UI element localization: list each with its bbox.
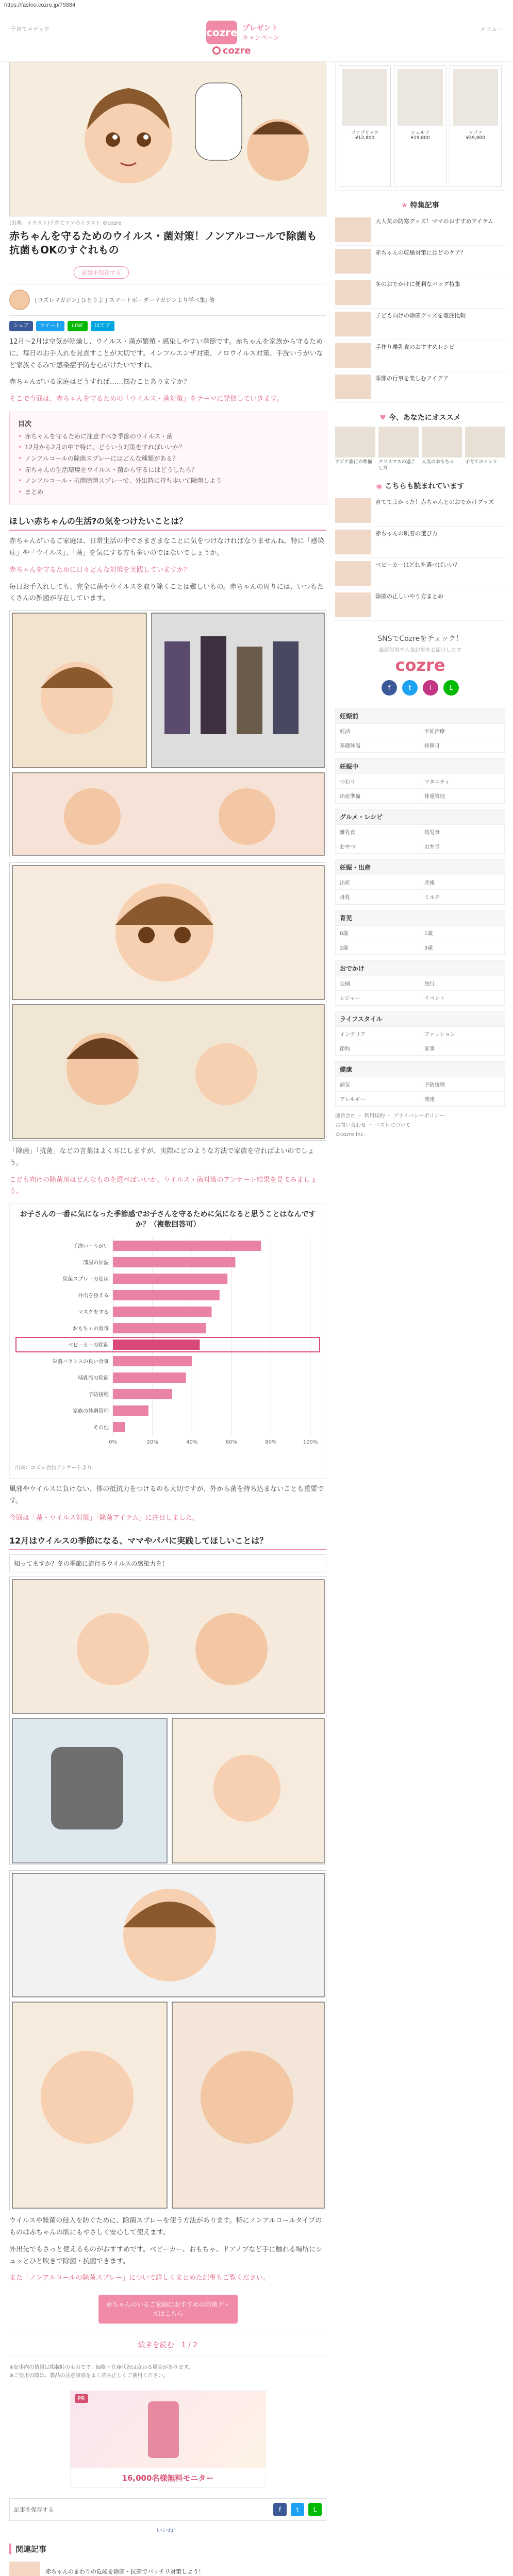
category-link[interactable]: 家事 [420, 1041, 505, 1056]
heart-icon: ♥ [379, 414, 386, 422]
menu-button[interactable]: メニュー [480, 26, 503, 32]
sidebar-ad-text: ソファ ¥39,800 [466, 130, 485, 141]
logo-brand [212, 45, 251, 56]
feature-thumb [335, 375, 371, 399]
survey-chart [9, 1203, 326, 1479]
popular-thumb [335, 561, 371, 586]
category-block [335, 758, 505, 804]
section-2-after-1: 風邪やウイルスに負けない、体の抵抗力をつけるのも大切ですが、外から菌を持ち込まないことも重要です。 [9, 1485, 324, 1505]
twitter-icon[interactable]: t [402, 680, 418, 696]
bar [113, 1323, 206, 1333]
x-tick-label: 100% [303, 1439, 318, 1446]
popular-text: 赤ちゃんの肌着の選び方 [375, 530, 438, 537]
feature-item[interactable] [335, 340, 505, 371]
manga-panel-3 [9, 862, 326, 1141]
section-3-subheading: 知ってますか？冬の季節に流行るウイルスの感染力を！ [9, 1554, 326, 1572]
toc-item[interactable]: • 赤ちゃんの生活環境をウイルス・菌から守るにはどうしたら？ [18, 465, 318, 476]
category-label: 除菌スプレーの使用 [62, 1277, 109, 1283]
feature-item[interactable] [335, 371, 505, 403]
category-label: その他 [93, 1425, 109, 1431]
related-articles-title: 関連記事 [9, 2544, 326, 2554]
sidebar [335, 62, 505, 1140]
logo-title: プレゼント [242, 24, 278, 32]
site-header [0, 11, 513, 62]
intro-paragraph-2: 赤ちゃんがいる家庭はどうすれば……悩むことありますか？ [9, 378, 191, 386]
chart-title: お子さんの一番に気になった季節感でお子さんを守るために気になると思うことはなんですか？（複数回答可） [20, 1210, 316, 1229]
category-link[interactable]: お弁当 [420, 839, 505, 854]
sns-box [335, 633, 505, 696]
table-of-contents [9, 412, 326, 505]
facebook-icon[interactable]: f [273, 2503, 287, 2516]
instagram-icon[interactable]: i [423, 680, 438, 696]
category-link[interactable]: 幼児食 [420, 825, 505, 839]
sns-subtitle: 最新記事や人気記事をお届けします [379, 648, 461, 654]
bar [113, 1389, 172, 1399]
url-bar: https://fasfoo.cozre.jp/79884 [4, 2, 76, 8]
author-avatar[interactable] [9, 290, 30, 310]
category-block [335, 708, 505, 753]
toc-title: 目次 [18, 420, 32, 428]
category-link[interactable]: おやつ [336, 839, 420, 854]
category-block [335, 960, 505, 1006]
category-label: 予防接種 [88, 1392, 109, 1398]
feature-thumb [335, 343, 371, 368]
section-1-paragraph-3: 毎日お手入れしても、完全に菌やウイルスを取り除くことは難しいもの。赤ちゃんの周りには、いつもたくさんの雑菌が存在しています。 [9, 583, 324, 603]
x-tick-label: 40% [186, 1439, 198, 1446]
logo-brand-text: cozre [223, 45, 251, 56]
bar [113, 1241, 261, 1251]
category-link[interactable]: 出産準備 [336, 789, 420, 803]
category-label: 手洗い・うがい [73, 1244, 109, 1250]
manga-illustration-3 [10, 863, 326, 1141]
recommend-item[interactable]: アジア旅行の準備 [335, 427, 375, 471]
product-image [148, 2401, 179, 2458]
bar [113, 1290, 220, 1300]
category-label: ベビーカーの除菌 [68, 1343, 109, 1349]
feature-text: 冬のおでかけに便利なバッグ特集 [375, 281, 460, 287]
manga-panel-1 [9, 62, 326, 216]
feature-text: 赤ちゃんの乾燥対策にはどのケア？ [375, 249, 466, 256]
category-link[interactable]: ミルク [420, 890, 505, 904]
chart-note: 出典：コズレ会員アンケートより [15, 1465, 92, 1471]
manga-panel-4 [9, 1577, 326, 1865]
category-heading[interactable]: 妊娠・出産 [336, 860, 505, 875]
save-article-button[interactable]: 記事を保存する [74, 266, 129, 279]
popular-item[interactable] [335, 495, 505, 527]
category-label: 部屋の加湿 [83, 1260, 109, 1266]
feature-text: 手作り離乳食のおすすめレシピ [375, 344, 455, 350]
related-article-item[interactable] [9, 2558, 326, 2576]
category-link[interactable]: 節約 [336, 1041, 420, 1056]
category-heading[interactable]: 健康 [336, 1062, 505, 1077]
bar [113, 1356, 192, 1366]
manga-illustration-4 [10, 1577, 326, 1865]
category-link[interactable]: つわり [336, 774, 420, 789]
category-link[interactable]: 基礎体温 [336, 738, 420, 753]
bar-chart [15, 1232, 321, 1459]
cta-button[interactable]: 赤ちゃんのいるご家庭におすすめの除菌グッズはこちら [98, 2295, 238, 2324]
bar [113, 1340, 200, 1350]
section-3-paragraph-2: 外出先でもさっと使えるものがおすすめです。ベビーカー、おもちゃ、ドアノブなど手に触れる場所にシュッとひと吹きで除菌・抗菌できます。 [9, 2245, 323, 2265]
footer-link[interactable]: 利用規約 [364, 1113, 385, 1120]
category-link[interactable]: 病気 [336, 1077, 420, 1092]
category-label: おもちゃの消毒 [73, 1326, 109, 1332]
category-link[interactable]: 離乳食 [336, 825, 420, 839]
category-link[interactable]: 公園 [336, 976, 420, 991]
sidebar-ad-text: ファブリック ¥12,800 [351, 130, 379, 141]
category-label: 外出を控える [78, 1293, 109, 1299]
popular-text: 除菌の正しいやり方まとめ [375, 593, 443, 600]
category-link[interactable]: 妊活 [336, 724, 420, 738]
category-label: 家族の体調管理 [73, 1409, 109, 1415]
popular-thumb [335, 498, 371, 523]
eye-icon: ◉ [376, 482, 383, 491]
save-article-label[interactable]: 記事を保存する [14, 2506, 54, 2514]
feature-heading: ★ 特集記事 [401, 201, 439, 210]
category-link[interactable]: 発達 [420, 1092, 505, 1106]
section-3-paragraph-3: また「ノンアルコールの除菌スプレー」について詳しくまとめた記事もご覧ください。 [9, 2274, 270, 2282]
image-caption: (出典：イラスト)子育てママのイラスト ©cozre [9, 221, 122, 226]
x-tick-label: 0% [109, 1439, 117, 1446]
pagination[interactable]: 続きを読む 1 / 2 [9, 2334, 326, 2355]
category-heading[interactable]: 育児 [336, 910, 505, 926]
category-link[interactable]: 予防接種 [420, 1077, 505, 1092]
popular-heading: ◉ こちらも読まれています [376, 482, 465, 491]
logo-subtitle: キャンペーン [242, 34, 279, 41]
author-info[interactable]: [コズレマガジン] ひとりよ | スマートボーダーマガジンより学べ集| 他 [35, 297, 215, 303]
category-link[interactable]: 旅行 [420, 976, 505, 991]
facebook-icon[interactable]: f [382, 680, 397, 696]
category-block [335, 809, 505, 854]
ad-image [71, 2391, 266, 2468]
twitter-icon[interactable]: t [291, 2503, 304, 2516]
related-article-thumb [9, 2562, 40, 2576]
category-heading[interactable]: ライフスタイル [336, 1011, 505, 1027]
section-heading-3: 12月はウイルスの季節になる、ママやパパに実践してほしいことは？ [9, 1531, 326, 1550]
popular-thumb [335, 530, 371, 554]
bar [113, 1274, 227, 1284]
toc-item[interactable]: • ノンアルコール・抗菌除菌スプレーで、外出時に持ち歩いて除菌しよう [18, 476, 318, 487]
toc-item[interactable]: • ノンアルコールの除菌スプレーにはどんな種類がある？ [18, 453, 318, 465]
header-left-label: 子育てメディア [10, 26, 50, 32]
category-link[interactable]: 1歳 [420, 926, 505, 940]
toc-item[interactable]: • 赤ちゃんを守るために注意すべき季節のウイルス・菌 [18, 431, 318, 443]
bar [113, 1307, 212, 1317]
feature-item[interactable] [335, 277, 505, 309]
copyright: ©cozre Inc. [335, 1132, 366, 1138]
popular-item[interactable] [335, 558, 505, 589]
feature-thumb [335, 312, 371, 336]
category-heading[interactable]: 妊娠中 [336, 759, 505, 774]
footer-link[interactable]: プライバシーポリシー [393, 1113, 445, 1120]
popular-text: ベビーカーはどれを選べばいい？ [375, 562, 460, 569]
category-link[interactable]: 不妊治療 [420, 724, 505, 738]
bar [113, 1257, 235, 1267]
like-button[interactable]: いいね！ [156, 2527, 179, 2534]
related-article-text: 赤ちゃんのまわりの危険を除菌・抗菌でバッチリ対策しよう！ [45, 2568, 204, 2575]
feature-text: 季節の行事を楽しむアイデア [375, 375, 449, 382]
recommend-heading: ♥ 今、あなたにオススメ [379, 414, 461, 422]
category-block [335, 859, 505, 905]
popular-text: 育ててよかった！赤ちゃんとのおでかけグッズ [375, 499, 494, 506]
sidebar-ad-card[interactable] [339, 65, 391, 187]
social-follow-bar [9, 2498, 326, 2521]
category-link[interactable]: 3歳 [420, 940, 505, 955]
bar [113, 1372, 186, 1383]
twitter-share-button[interactable]: ツイート [36, 321, 65, 331]
manga-illustration-5 [10, 1871, 326, 2210]
category-heading[interactable]: グルメ・レシピ [336, 809, 505, 825]
feature-text: 大人気の防寒グッズ！ママのおすすめアイテム [375, 218, 494, 225]
manga-illustration-2 [10, 611, 326, 857]
manga-panel-2 [9, 610, 326, 857]
manga-panel-5 [9, 1870, 326, 2210]
category-heading[interactable]: おでかけ [336, 961, 505, 976]
facebook-share-button[interactable]: シェア [9, 321, 33, 331]
manga-illustration-1 [10, 62, 326, 216]
ad-banner[interactable] [70, 2391, 266, 2488]
line-icon[interactable]: L [443, 680, 459, 696]
category-label: 哺乳瓶の除菌 [78, 1376, 109, 1382]
bar [113, 1405, 148, 1416]
category-block [335, 1011, 505, 1056]
line-share-button[interactable]: LINE [68, 321, 87, 331]
category-link[interactable]: アレルギー [336, 1092, 420, 1106]
feature-item[interactable] [335, 214, 505, 246]
section-2-after-2: 今回は「菌・ウイルス対策」「除菌アイテム」に注目しました。 [9, 1514, 199, 1522]
feature-item[interactable] [335, 309, 505, 340]
category-label: 栄養バランスの良い食事 [52, 1359, 109, 1365]
article-notes: ※記事内の情報は掲載時のものです。価格・在庫状況は変わる場合があります。 ※ご使用の際は、製品の注意事項をよく読み正しくご使用ください。 [9, 2365, 193, 2379]
category-block [335, 910, 505, 955]
toc-item[interactable]: • 12月から2月の中で特に、どういう対策をすればいいか？ [18, 442, 318, 453]
section-1-paragraph-2: 赤ちゃんを守るために日々どんな対策を実践していますか？ [9, 566, 191, 574]
popular-item[interactable] [335, 527, 505, 558]
main-column [9, 62, 326, 2576]
sidebar-ad-text: シェルフ ¥19,800 [410, 130, 430, 141]
sidebar-ad[interactable] [335, 62, 505, 191]
sns-title: SNSでCozreをチェック！ [377, 635, 463, 643]
sidebar-ad-card[interactable] [394, 65, 446, 187]
section-2-paragraph-1: 「除菌」「抗菌」などの言葉はよく耳にしますが、実際にどのような方法で家族を守ればよいのでしょう。 [9, 1147, 315, 1167]
category-link[interactable]: 2歳 [336, 940, 420, 955]
popular-thumb [335, 592, 371, 617]
feature-thumb [335, 217, 371, 242]
footer-links: 運営会社 ・ 利用規約 ・ プライバシーポリシー お問い合わせ ・ コズレについて ©cozre Inc. [335, 1113, 445, 1138]
sns-brand-logo: cozre [395, 655, 445, 675]
category-link[interactable]: 体重管理 [420, 789, 505, 803]
logo-badge: cozre [206, 21, 237, 44]
section-3-paragraph-1: ウイルスや雑菌の侵入を防ぐために、除菌スプレーを使う方法があります。特にノンアルコールタイプのものは赤ちゃんの肌にもやさしく安心して使えます。 [9, 2217, 322, 2237]
recommend-item[interactable]: 子育てのヒント [465, 427, 505, 471]
author-box [9, 284, 326, 316]
recommend-item[interactable]: 人気のおもちゃ [422, 427, 462, 471]
x-tick-label: 20% [146, 1439, 158, 1446]
hatena-share-button[interactable]: はてブ [91, 321, 114, 331]
category-list [335, 708, 505, 1107]
x-tick-label: 60% [225, 1439, 237, 1446]
category-link[interactable]: レジャー [336, 991, 420, 1005]
sidebar-ad-card[interactable] [450, 65, 502, 187]
footer-link[interactable]: 運営会社 [335, 1113, 356, 1120]
cozre-logo-icon [212, 46, 221, 55]
intro-paragraph-1: 12月～2月は空気が乾燥し、ウイルス・菌が繁殖・感染しやすい季節です。赤ちゃんを家族から守るために、毎日のお手入れを見直すことが大切です。インフルエンザ対策、ノロウイルス対策、手洗いうがいなど家族ぐるみで感染症予防を心がけたいですね。 [9, 338, 323, 369]
category-link[interactable]: イベント [420, 991, 505, 1005]
category-link[interactable]: 排卵日 [420, 738, 505, 753]
recommend-item[interactable]: クリスマスの過ごし方 [378, 427, 419, 471]
recommend-list [335, 427, 505, 471]
sns-icon-row [335, 680, 505, 696]
section-1-paragraph-1: 赤ちゃんがいるご家庭は、日常生活の中でさまざまなことに気をつけなければなりませんね。特に「感染症」や「ウイルス」、「菌」を気にする方も多いのではないでしょうか。 [9, 537, 325, 557]
line-icon[interactable]: L [308, 2503, 322, 2516]
feature-item[interactable] [335, 246, 505, 277]
category-label: マスクをする [78, 1310, 109, 1316]
ad-label: PR [75, 2394, 88, 2403]
category-heading[interactable]: 妊娠前 [336, 708, 505, 724]
feature-text: 子ども向けの除菌グッズを徹底比較 [375, 312, 466, 319]
article-title: 赤ちゃんを守るためのウイルス・菌対策！ノンアルコールで除菌も抗菌もOKのすぐれもの [9, 230, 317, 256]
category-link[interactable]: マタニティ [420, 774, 505, 789]
category-link[interactable]: 出産 [336, 875, 420, 890]
section-2-paragraph-2: こども向けの除菌剤はどんなものを選べばいいか。ウイルス・菌対策のアンケート結果を見てみましょう。 [9, 1176, 317, 1196]
section-heading-1: ほしい赤ちゃんの生活?の気をつけたいことは？ [9, 512, 326, 531]
share-bar [9, 321, 326, 331]
popular-item[interactable] [335, 589, 505, 621]
x-tick-label: 80% [265, 1439, 277, 1446]
category-link[interactable]: 0歳 [336, 926, 420, 940]
footer-link[interactable]: コズレについて [374, 1123, 411, 1129]
feature-thumb [335, 280, 371, 305]
category-link[interactable]: インテリア [336, 1027, 420, 1041]
category-link[interactable]: 母乳 [336, 890, 420, 904]
category-block [335, 1061, 505, 1107]
category-link[interactable]: 産後 [420, 875, 505, 890]
ad-text: 16,000名様無料モニター [71, 2468, 266, 2487]
feature-thumb [335, 249, 371, 274]
star-icon: ★ [401, 201, 408, 210]
toc-item[interactable]: • まとめ [18, 487, 318, 498]
footer-link[interactable]: お問い合わせ [335, 1123, 366, 1129]
intro-paragraph-3: そこで今回は、赤ちゃんを守るための「ウイルス・菌対策」をテーマに発信していきます。 [9, 395, 284, 403]
bar [113, 1422, 125, 1432]
category-link[interactable]: ファッション [420, 1027, 505, 1041]
